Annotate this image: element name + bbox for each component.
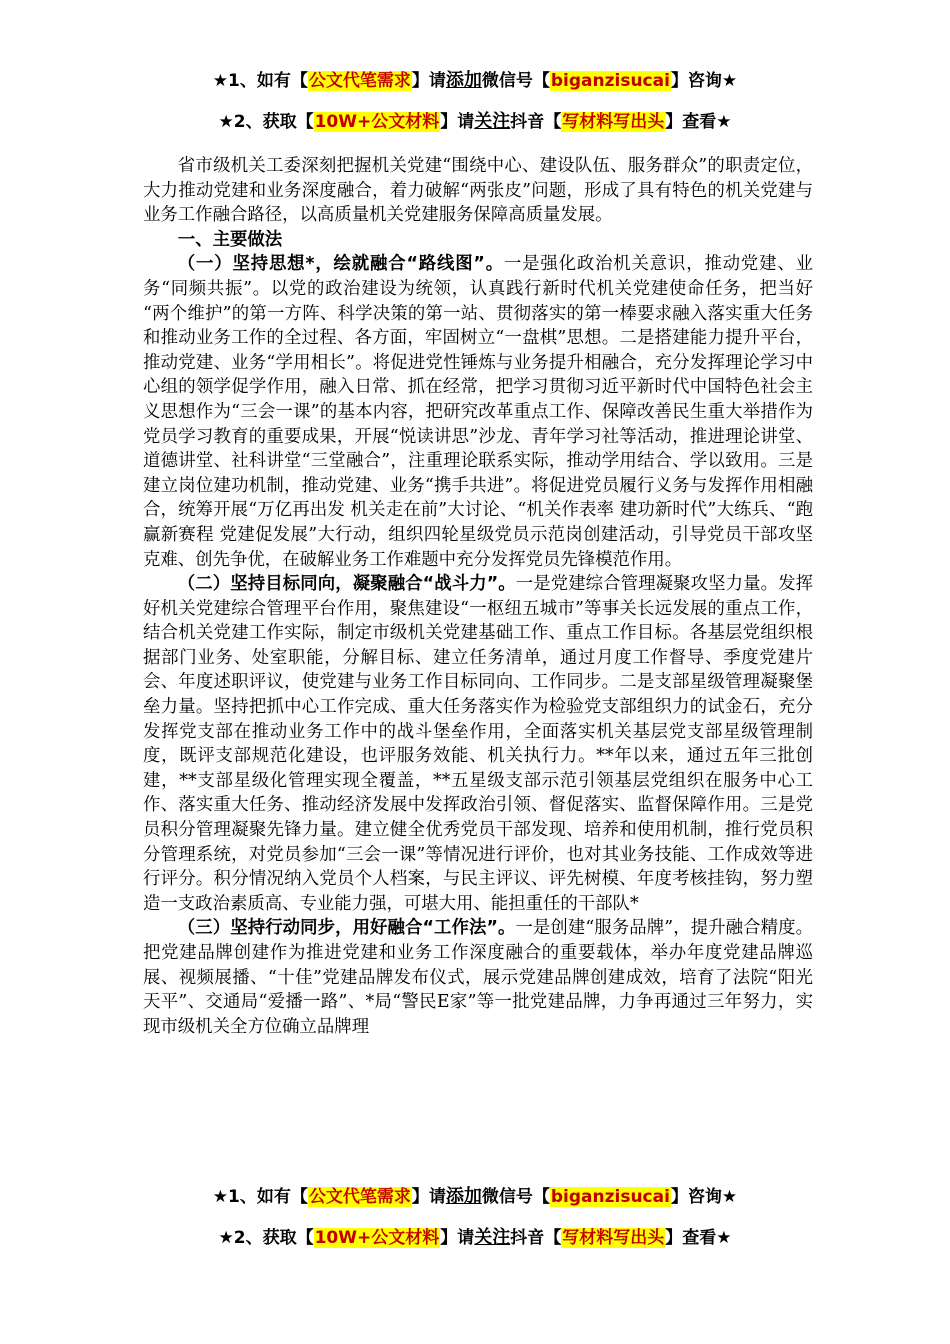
paragraph-1-heading: （一）坚持思想*，绘就融合“路线图”。 xyxy=(177,254,504,275)
paragraph-1 xyxy=(143,252,813,572)
banner-text: 抖音【 xyxy=(510,112,562,132)
banner-wechat-id: biganzisucai xyxy=(550,1187,670,1207)
banner-text: 微信号【 xyxy=(481,1187,550,1207)
bottom-banner-line1 xyxy=(0,1186,950,1208)
banner-text: 】请 xyxy=(440,1228,475,1248)
paragraph-2 xyxy=(143,572,813,916)
banner-text: 】查看★ xyxy=(665,1228,732,1248)
banner-text: 微信号【 xyxy=(481,71,550,91)
section-heading: 一、主要做法 xyxy=(177,229,283,250)
banner-text: ★2、获取【 xyxy=(218,112,314,132)
banner-text: ★2、获取【 xyxy=(218,1228,314,1248)
banner-underlined: 添加 xyxy=(445,70,482,91)
top-banner-line1 xyxy=(0,70,950,92)
banner-text: 】查看★ xyxy=(665,112,732,132)
banner-text: 】请 xyxy=(411,1187,446,1207)
banner-highlight: 10W+公文材料 xyxy=(314,112,440,132)
banner-douyin-id: 写材料写出头 xyxy=(562,1228,665,1248)
banner-text: 】请 xyxy=(440,112,475,132)
banner-text: 抖音【 xyxy=(510,1228,562,1248)
banner-wechat-id: biganzisucai xyxy=(550,71,670,91)
banner-text: 】咨询★ xyxy=(670,1187,738,1207)
paragraph-3-heading: （三）坚持行动同步，用好融合“工作法”。 xyxy=(177,918,516,939)
banner-text: ★1、如有【 xyxy=(212,71,308,91)
paragraph-2-body: 一是党建综合管理凝聚攻坚力量。发挥好机关党建综合管理平台作用，聚焦建设“一枢纽五城市”等事关长远发展的重点工作，结合机关党建工作实际，制定市级机关党建基础工作、重点工作目标。各基层党组织根据部门业务、处室职能，分解目标、建立任务清单，通过月度工作督导、季度党建片会、年度述职评议，使党建与业务工作目标同向、工作同步。二是支部星级管理凝聚堡垒力量。坚持把抓中心工作完成、重大任务落实作为检验党支部组织力的试金石，充分发挥党支部在推动业务工作中的战斗堡垒作用，全面落实机关基层党支部星级管理制度，既评支部规范化建设，也评服务效能、机关执行力。**年以来，通过五年三批创建，**支部星级化管理实现全覆盖，**五星级支部示范引领基层党组织在服务中心工作、落实重大任务、推动经济发展中发挥政治引领、督促落实、监督保障作用。三是党员积分管理凝聚先锋力量。建立健全优秀党员干部发现、培养和使用机制，推行党员积分管理系统，对党员参加“三会一课”等情况进行评价，也对其业务技能、工作成效等进行评分。积分情况纳入党员个人档案，与民主评议、评先树模、年度考核挂钩，努力塑造一支政治素质高、专业能力强，可堪大用、能担重任的干部队* xyxy=(143,574,813,914)
banner-text: ★1、如有【 xyxy=(212,1187,308,1207)
bottom-banner-line2 xyxy=(0,1227,950,1249)
banner-highlight: 公文代笔需求 xyxy=(308,71,411,91)
top-banner-line2 xyxy=(0,111,950,133)
banner-highlight: 公文代笔需求 xyxy=(308,1187,411,1207)
intro-paragraph: 省市级机关工委深刻把握机关党建“围绕中心、建设队伍、服务群众”的职责定位，大力推动党建和业务深度融合，着力破解“两张皮”问题，形成了具有特色的机关党建与业务工作融合路径，以高质量机关党建服务保障高质量发展。 xyxy=(143,156,813,226)
document-body xyxy=(143,154,813,1039)
banner-underlined: 关注 xyxy=(474,1227,511,1248)
banner-highlight: 10W+公文材料 xyxy=(314,1228,440,1248)
banner-text: 】请 xyxy=(411,71,446,91)
banner-douyin-id: 写材料写出头 xyxy=(562,112,665,132)
banner-underlined: 添加 xyxy=(445,1186,482,1207)
paragraph-3 xyxy=(143,916,813,1039)
paragraph-2-heading: （二）坚持目标同向，凝聚融合“战斗力”。 xyxy=(177,574,516,595)
banner-text: 】咨询★ xyxy=(670,71,738,91)
banner-underlined: 关注 xyxy=(474,111,511,132)
paragraph-1-body: 一是强化政治机关意识，推动党建、业务“同频共振”。以党的政治建设为统领，认真践行新时代机关党建使命任务，把当好 “两个维护”的第一方阵、科学决策的第一站、贯彻落实的第一棒要求融入落实重大任务和推动业务工作的全过程、各方面，牢固树立“一盘棋”思想。二是搭建能力提升平台，推动党建、业务“学用相长”。将促进党性锤炼与业务提升相融合，充分发挥理论学习中心组的领学促学作用，融入日常、抓在经常，把学习贯彻习近平新时代中国特色社会主义思想作为“三会一课”的基本内容，把研究改革重点工作、保障改善民生重大举措作为党员学习教育的重要成果，开展“悦读讲思”沙龙、青年学习社等活动，推进理论讲堂、道德讲堂、社科讲堂“三堂融合”，注重理论联系实际，推动学用结合、学以致用。三是建立岗位建功机制，推动党建、业务“携手共进”。将促进党员履行义务与发挥作用相融合，统筹开展“万亿再出发 机关走在前”大讨论、“机关作表率 建功新时代”大练兵、“跑赢新赛程 党建促发展”大行动，组织四轮星级党员示范岗创建活动，引导党员干部攻坚克难、创先争优，在破解业务工作难题中充分发挥党员先锋模范作用。 xyxy=(143,254,813,570)
paragraph-3-body: 一是创建“服务品牌”，提升融合精度。把党建品牌创建作为推进党建和业务工作深度融合的重要载体，举办年度党建品牌巡展、视频展播、“十佳”党建品牌发布仪式，展示党建品牌创建成效，培育了法院“阳光天平”、交通局“爱播一路”、*局“警民E家”等一批党建品牌，力争再通过三年努力，实现市级机关全方位确立品牌理 xyxy=(143,918,813,1037)
